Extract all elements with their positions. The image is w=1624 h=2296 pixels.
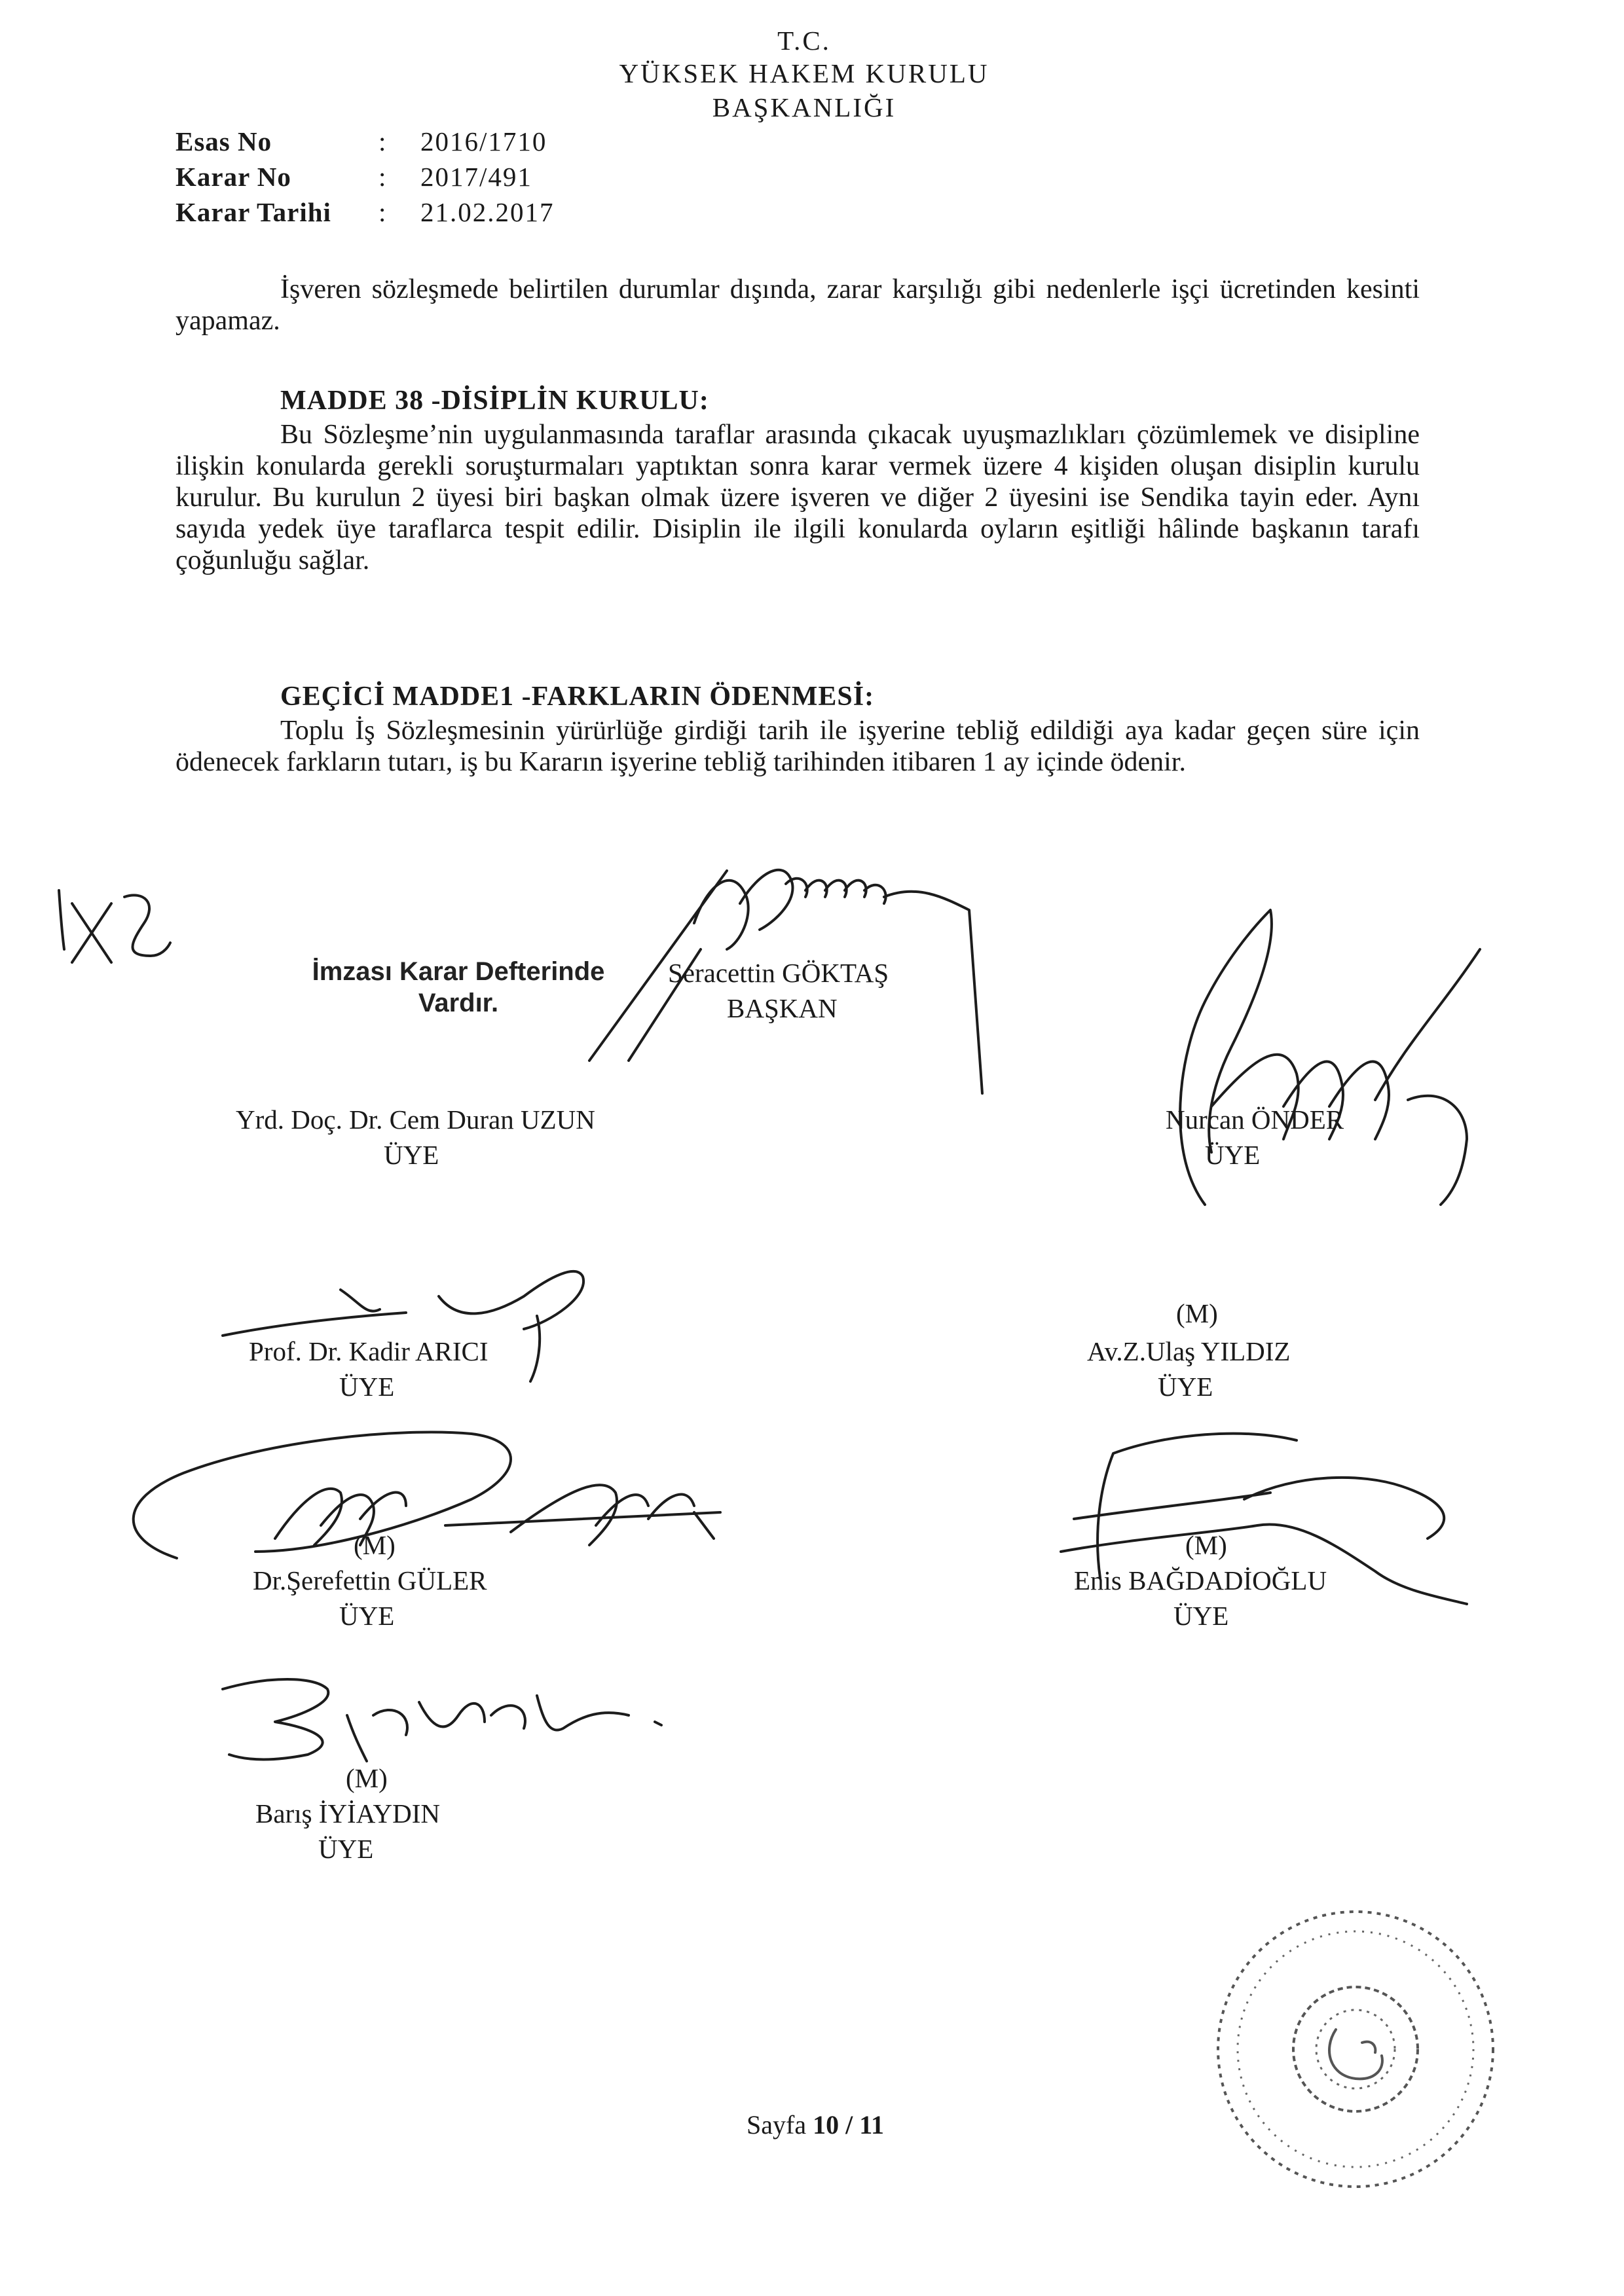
page-separator: / [839, 2110, 860, 2140]
stamp-line-1: İmzası Karar Defterinde [312, 957, 605, 986]
member-bagdadioglu-role: ÜYE [1173, 1601, 1229, 1631]
member-bagdadioglu-name: Enis BAĞDADİOĞLU [1074, 1565, 1327, 1595]
president-role: BAŞKAN [727, 993, 838, 1023]
member-onder-name: Nurcan ÖNDER [1166, 1104, 1344, 1135]
margin-handwritten-mark [46, 864, 177, 982]
member-arici-role: ÜYE [339, 1372, 395, 1402]
temp-article-text: Toplu İş Sözleşmesinin yürürlüğe girdiği tarih ile işyerine tebliğ edildiği aya kadar geçen süre için ödenecek farkların tutarı, iş bu Kararın işyerine tebliğ tarihinden itibaren 1 ay içinde ödenir. [175, 716, 1420, 777]
member-guler-role: ÜYE [339, 1601, 395, 1631]
page-current: 10 [813, 2110, 840, 2140]
article-38-text: Bu Sözleşme’nin uygulanmasında taraflar arasında çıkacak uyuşmazlıkları çözümlemek ve disipline ilişkin konularda gerekli soruşturmaları yaptıktan sonra karar vermek üzere 4 kişiden oluşan disiplin kurulu kurulur. Bu kurulun 2 üyesi biri başkan olmak üzere işveren ve diğer 2 üyesini ise Sendika tayin eder. Aynı sayıda yedek üye taraflarca tespit edilir. Disiplin ile ilgili konularda oyların eşitliği hâlinde başkanın tarafı çoğunluğu sağlar. [175, 420, 1420, 575]
member-iyiaydin-role: ÜYE [318, 1834, 374, 1864]
header-tc: T.C. [777, 26, 831, 56]
meta-tarih-label: Karar Tarihi [175, 197, 331, 227]
member-guler-name: Dr.Şerefettin GÜLER [253, 1565, 487, 1595]
member-yildiz-mark: (M) [1176, 1298, 1218, 1328]
header-institution: YÜKSEK HAKEM KURULU [619, 58, 989, 88]
intro-paragraph: İşveren sözleşmede belirtilen durumlar dışında, zarar karşılığı gibi nedenlerle işçi ücretinden kesinti yapamaz. [175, 274, 1420, 336]
member-iyiaydin-name: Barış İYİAYDIN [255, 1798, 441, 1829]
member-arici-name: Prof. Dr. Kadir ARICI [249, 1336, 489, 1366]
page-total: 11 [859, 2110, 884, 2140]
official-seal [1205, 1899, 1506, 2200]
member-onder-role: ÜYE [1205, 1140, 1261, 1170]
meta-esas-value: 2016/1710 [420, 126, 547, 156]
meta-karar-label: Karar No [175, 162, 291, 192]
meta-esas-sep: : [378, 126, 388, 156]
president-name: Seracettin GÖKTAŞ [668, 958, 889, 988]
meta-karar-sep: : [378, 162, 388, 192]
page-number [747, 2109, 884, 2140]
member-iyiaydin-signature [210, 1663, 694, 1768]
stamp-line-2: Vardır. [418, 989, 499, 1017]
header-department: BAŞKANLIĞI [712, 92, 896, 122]
member-yildiz-name: Av.Z.Ulaş YILDIZ [1087, 1336, 1291, 1366]
member-bagdadioglu-mark: (M) [1185, 1530, 1227, 1560]
temp-article-heading: GEÇİCİ MADDE1 -FARKLARIN ÖDENMESİ: [280, 682, 875, 712]
member-iyiaydin-mark: (M) [346, 1763, 388, 1793]
meta-tarih-value: 21.02.2017 [420, 197, 555, 227]
member-uzun-name: Yrd. Doç. Dr. Cem Duran UZUN [236, 1104, 595, 1135]
meta-karar-value: 2017/491 [420, 162, 532, 192]
meta-tarih-sep: : [378, 197, 388, 227]
article-38-heading: MADDE 38 -DİSİPLİN KURULU: [280, 386, 709, 416]
member-onder-signature [1100, 890, 1519, 1257]
member-yildiz-role: ÜYE [1158, 1372, 1213, 1402]
page-prefix: Sayfa [747, 2110, 807, 2140]
meta-esas-label: Esas No [175, 126, 272, 156]
member-guler-mark: (M) [354, 1530, 396, 1560]
member-uzun-role: ÜYE [384, 1140, 439, 1170]
